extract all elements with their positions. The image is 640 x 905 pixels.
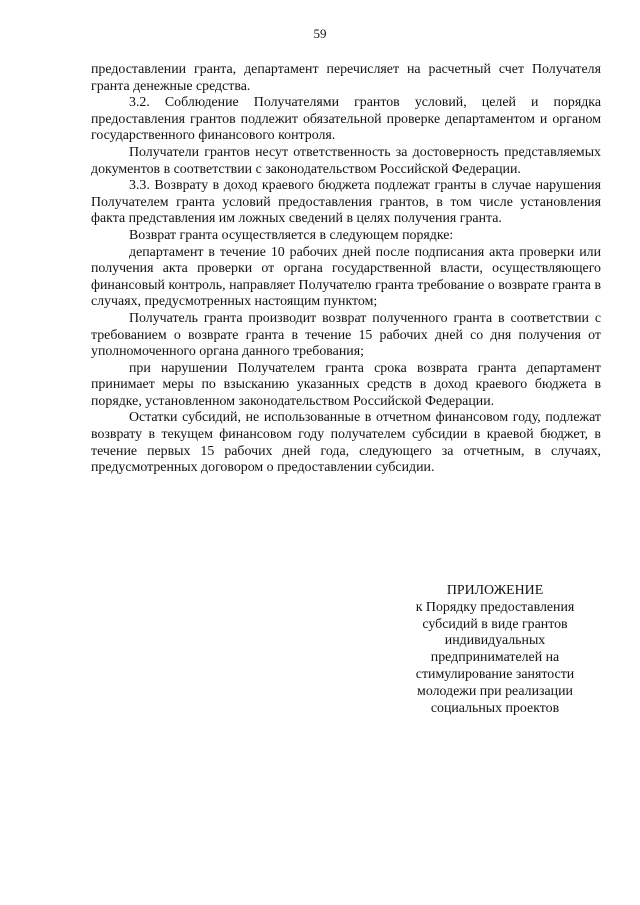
paragraph-subsidy-remainders: Остатки субсидий, не использованные в отчетном финансовом году, подлежат возврату в текущем финансовом году получателем субсидии в краевой бюджет, в течение первых 15 рабочих дней года, следующего за отчетным, в случаях, предусмотренных договором о предоставлении субсидии. — [91, 410, 601, 476]
appendix-line: к Порядку предоставления — [415, 599, 575, 615]
appendix-line: стимулирование занятости — [415, 666, 575, 682]
appendix-line: предпринимателей на — [430, 650, 560, 666]
paragraph-recipient-return: Получатель гранта производит возврат полученного гранта в соответствии с требованием о возврате гранта в течение 15 рабочих дней со дня получения от уполномоченного органа данного требования; — [91, 310, 601, 360]
paragraph-department-demand: департамент в течение 10 рабочих дней после подписания акта проверки или получения акта проверки от органа государственной власти, осуществляющего финансовый контроль, направляет Получателю гранта требование о возврате гранта в случаях, предусмотренных настоящим пунктом; — [91, 244, 601, 310]
page-number: 59 — [313, 26, 327, 41]
appendix-block — [390, 583, 600, 717]
appendix-title: ПРИЛОЖЕНИЕ — [446, 583, 544, 598]
paragraph-responsibility: Получатели грантов несут ответственность за достоверность представляемых документов в соответствии с законодательством Российской Федерации. — [91, 144, 601, 177]
paragraph-violation-measures: при нарушении Получателем гранта срока возврата гранта департамент принимает меры по взысканию указанных средств в доход краевого бюджета в порядке, установленном законодательством Российской Федерации. — [91, 360, 601, 409]
paragraph-continuation: предоставлении гранта, департамент перечисляет на расчетный счет Получателя гранта денежные средства. — [91, 62, 601, 94]
appendix-line: индивидуальных — [444, 633, 546, 649]
paragraph-3-2: 3.2. Соблюдение Получателями грантов условий, целей и порядка предоставления грантов подлежит обязательной проверке департаментом и органом государственного финансового контроля. — [91, 95, 601, 144]
paragraph-return-order: Возврат гранта осуществляется в следующем порядке: — [129, 227, 454, 243]
paragraph-3-3: 3.3. Возврату в доход краевого бюджета подлежат гранты в случае нарушения Получателем гранта условий предоставления грантов, в том числе установления факта представления им ложных сведений в целях получения гранта. — [91, 178, 601, 227]
appendix-line: молодежи при реализации — [417, 683, 573, 699]
document-body — [91, 62, 601, 477]
appendix-line: социальных проектов — [430, 700, 560, 716]
appendix-line: субсидий в виде грантов — [422, 616, 568, 632]
